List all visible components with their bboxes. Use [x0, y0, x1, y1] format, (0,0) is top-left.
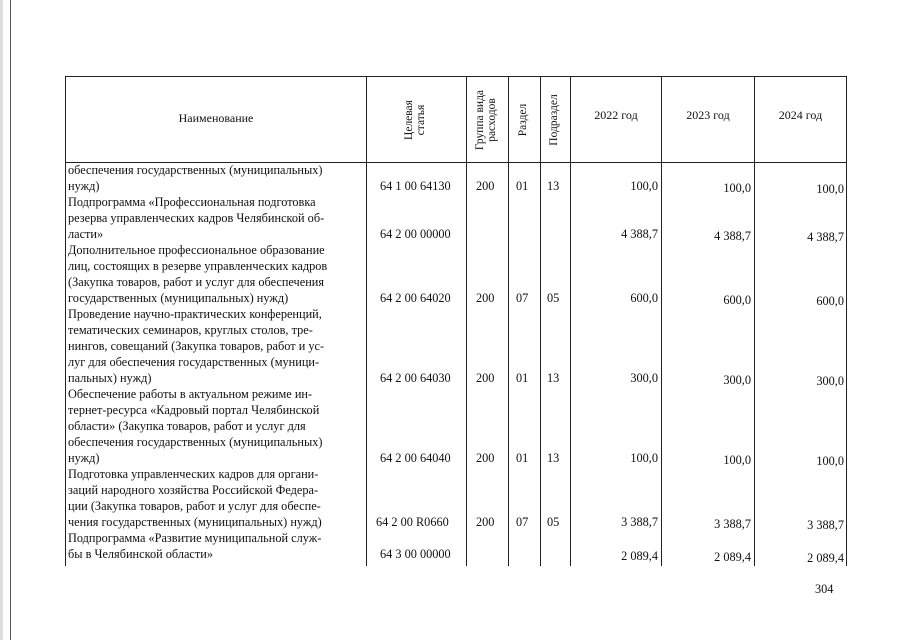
value-2023: 100,0: [723, 453, 751, 467]
value-2022: 4 388,7: [621, 227, 658, 241]
group-cell: 200: [476, 291, 495, 305]
name-line: Дополнительное профессиональное образование: [68, 243, 325, 257]
header-2022: 2022 год: [594, 108, 638, 122]
name-line: нужд): [68, 179, 100, 193]
col-border: [754, 76, 755, 566]
section-cell: 01: [516, 371, 529, 385]
name-line: ции (Закупка товаров, работ и услуг для обеспе-: [68, 499, 321, 513]
header-2024: 2024 год: [778, 108, 823, 122]
value-2023: 2 089,4: [714, 550, 751, 564]
subsection-cell: 13: [547, 371, 560, 385]
name-line: заций народного хозяйства Российской Федера-: [68, 483, 319, 497]
col-border: [540, 76, 541, 566]
value-2024: 2 089,4: [807, 551, 844, 565]
name-line: нингов, совещаний (Закупка товаров, работ и ус-: [68, 339, 325, 353]
name-line: бы в Челябинской области»: [68, 547, 213, 561]
name-line: пальных) нужд): [68, 371, 152, 385]
name-line: чения государственных (муниципальных) нужд): [68, 515, 322, 529]
value-2022: 300,0: [630, 371, 658, 385]
code-cell: 64 2 00 64020: [380, 291, 451, 305]
name-line: луг для обеспечения государственных (муници-: [68, 355, 320, 369]
value-2023: 4 388,7: [714, 229, 751, 243]
group-cell: 200: [476, 179, 495, 193]
header-target-article: Целевая статья: [403, 100, 427, 140]
value-2022: 3 388,7: [621, 515, 658, 529]
page-number: 304: [815, 582, 834, 596]
value-2024: 100,0: [816, 454, 844, 468]
subsection-cell: 13: [547, 451, 560, 465]
col-border: [65, 76, 66, 566]
value-2023: 100,0: [723, 181, 751, 195]
header-section: Раздел: [517, 103, 529, 137]
value-2024: 600,0: [816, 294, 844, 308]
col-border: [661, 76, 662, 566]
name-line: области» (Закупка товаров, работ и услуг для: [68, 419, 306, 433]
col-border: [466, 76, 467, 566]
value-2024: 4 388,7: [807, 230, 844, 244]
name-line: ласти»: [68, 227, 104, 241]
section-cell: 01: [516, 451, 529, 465]
header-expense-group: Группа вида расходов: [474, 89, 498, 151]
name-line: тематических семинаров, круглых столов, тре-: [68, 323, 313, 337]
subsection-cell: 13: [547, 179, 560, 193]
code-cell: 64 2 00 64040: [380, 451, 451, 465]
name-line: Подпрограмма «Профессиональная подготовка: [68, 195, 316, 209]
section-cell: 01: [516, 179, 529, 193]
code-cell: 64 2 00 00000: [380, 227, 451, 241]
col-border: [366, 76, 367, 566]
name-line: (Закупка товаров, работ и услуг для обеспечения: [68, 275, 325, 289]
table-top-border: [65, 76, 847, 77]
group-cell: 200: [476, 451, 495, 465]
name-line: нужд): [68, 451, 100, 465]
name-line: Подготовка управленческих кадров для органи-: [68, 467, 319, 481]
header-name: Наименование: [178, 111, 254, 125]
code-cell: 64 1 00 64130: [380, 179, 451, 193]
name-line: Подпрограмма «Развитие муниципальной служ-: [68, 531, 322, 545]
name-line: Проведение научно-практических конференций,: [68, 307, 322, 321]
subsection-cell: 05: [547, 291, 560, 305]
section-cell: 07: [516, 515, 529, 529]
name-line: Обеспечение работы в актуальном режиме ин-: [68, 387, 313, 401]
value-2023: 3 388,7: [714, 517, 751, 531]
group-cell: 200: [476, 515, 495, 529]
name-line: лиц, состоящих в резерве управленческих кадров: [68, 259, 328, 273]
value-2022: 2 089,4: [621, 549, 658, 563]
name-line: государственных (муниципальных) нужд): [68, 291, 289, 305]
header-subsection: Подраздел: [548, 94, 560, 146]
col-border: [846, 76, 847, 566]
name-line: обеспечения государственных (муниципальных): [68, 163, 323, 177]
value-2024: 300,0: [816, 374, 844, 388]
name-line: резерва управленческих кадров Челябинской об-: [68, 211, 325, 225]
code-cell: 64 3 00 00000: [380, 547, 451, 561]
code-cell: 64 2 00 R0660: [376, 515, 449, 529]
value-2023: 600,0: [723, 293, 751, 307]
value-2024: 3 388,7: [807, 518, 844, 532]
code-cell: 64 2 00 64030: [380, 371, 451, 385]
name-line: обеспечения государственных (муниципальных): [68, 435, 323, 449]
col-border: [570, 76, 571, 566]
header-2023: 2023 год: [686, 108, 730, 122]
name-line: тернет-ресурса «Кадровый портал Челябинской: [68, 403, 320, 417]
subsection-cell: 05: [547, 515, 560, 529]
value-2023: 300,0: [723, 373, 751, 387]
col-border: [508, 76, 509, 566]
value-2022: 100,0: [630, 179, 658, 193]
value-2022: 600,0: [630, 291, 658, 305]
section-cell: 07: [516, 291, 529, 305]
group-cell: 200: [476, 371, 495, 385]
value-2022: 100,0: [630, 451, 658, 465]
value-2024: 100,0: [816, 182, 844, 196]
